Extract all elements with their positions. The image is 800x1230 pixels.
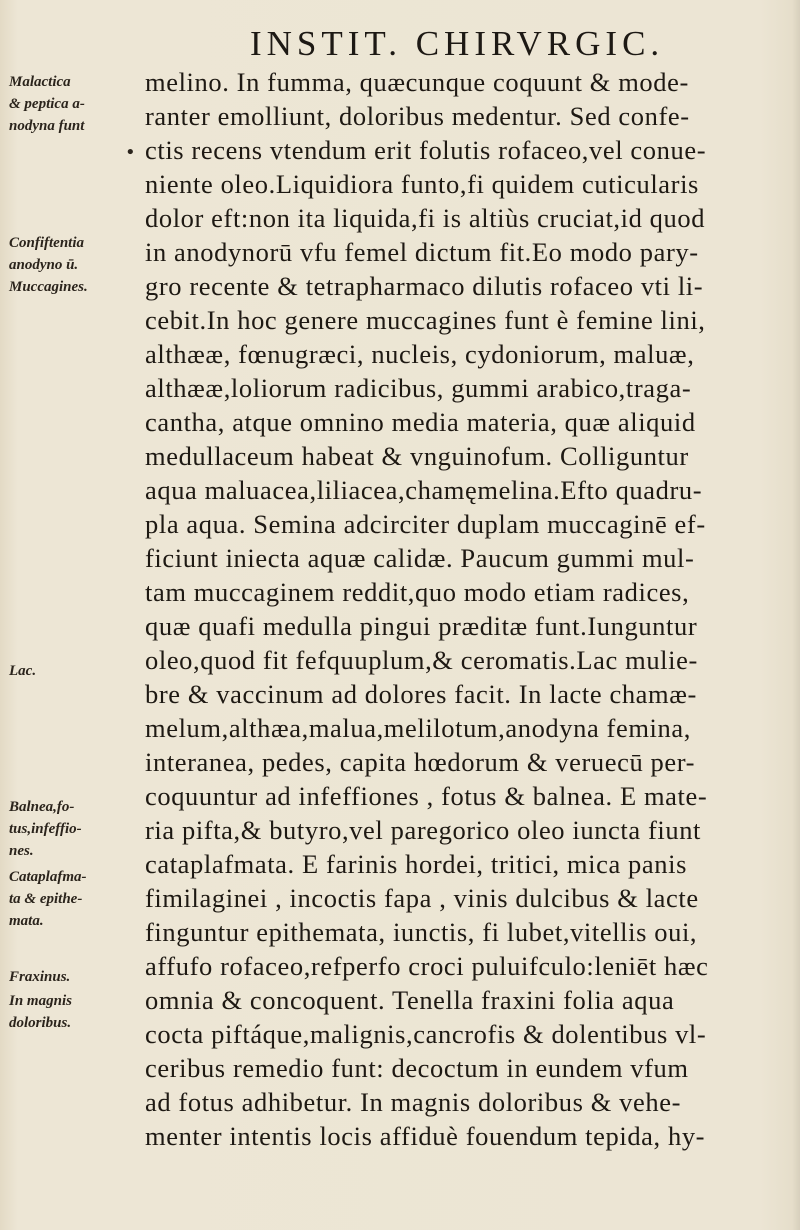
margin-note-line: Cataplafma- — [9, 869, 87, 885]
text-line: cebit.In hoc genere muccagines funt è femine lini, — [145, 305, 706, 335]
margin-note-line: Malactica — [9, 74, 71, 90]
text-line: ad fotus adhibetur. In magnis doloribus & vehe- — [145, 1087, 682, 1117]
text-line: althææ, fœnugræci, nucleis, cydoniorum, maluæ, — [145, 339, 695, 369]
text-line: interanea, pedes, capita hœdorum & veruecū per- — [145, 747, 696, 777]
margin-note-line: Balnea,fo- — [9, 799, 75, 815]
bullet-mark: • — [125, 142, 136, 163]
margin-note-cataplasmata — [9, 866, 137, 932]
text-line: coquuntur ad infeffiones , fotus & balnea. E mate- — [145, 781, 708, 811]
text-line: in anodynorū vfu femel dictum fit.Eo modo pary- — [145, 237, 699, 267]
text-line: bre & vaccinum ad dolores facit. In lacte chamæ- — [145, 679, 697, 709]
text-line: cataplafmata. E farinis hordei, tritici, mica panis — [145, 849, 687, 879]
text-line: dolor eft:non ita liquida,fi is altiùs cruciat,id quod — [145, 203, 706, 233]
margin-note-line: ta & epithe- — [9, 891, 83, 907]
text-line: finguntur epithemata, iunctis, fi lubet,vitellis oui, — [145, 917, 698, 947]
text-line: tam muccaginem reddit,quo modo etiam radices, — [145, 577, 690, 607]
margin-note-line: nodyna funt — [9, 118, 85, 134]
margin-note-line: Muccagines. — [9, 279, 88, 295]
text-line: cocta piftáque,malignis,cancrofis & dolentibus vl- — [145, 1019, 707, 1049]
margin-note-consistentia — [9, 232, 137, 298]
text-line: omnia & concoquent. Tenella fraxini folia aqua — [145, 985, 675, 1015]
text-line: niente oleo.Liquidiora funto,fi quidem cuticularis — [145, 169, 699, 199]
margin-note-line: & peptica a- — [9, 96, 85, 112]
text-line: ria pifta,& butyro,vel paregorico oleo iuncta fiunt — [145, 815, 702, 845]
text-line: cantha, atque omnino media materia, quæ aliquid — [145, 407, 696, 437]
text-line: medullaceum habeat & vnguinofum. Colliguntur — [145, 441, 689, 471]
body-text — [145, 65, 795, 1153]
margin-note-line: Confiftentia — [9, 235, 85, 251]
margin-note-lac — [9, 660, 137, 682]
page-edge-shadow — [792, 0, 800, 1230]
margin-note-line: In magnis — [9, 993, 72, 1009]
text-line: ranter emolliunt, doloribus medentur. Sed confe- — [145, 101, 690, 131]
margin-note-line: doloribus. — [9, 1015, 72, 1031]
margin-note-malactica — [9, 71, 137, 137]
text-line: melum,althæa,malua,melilotum,anodyna femina, — [145, 713, 691, 743]
running-head: INSTIT. CHIRVRGIC. — [250, 24, 665, 63]
margin-note-line: nes. — [9, 843, 34, 859]
text-line: gro recente & tetrapharmaco dilutis rofaceo vti li- — [145, 271, 704, 301]
text-line: fimilaginei , incoctis fapa , vinis dulcibus & lacte — [145, 883, 699, 913]
margin-note-line: Fraxinus. — [9, 969, 71, 985]
text-line: althææ,loliorum radicibus, gummi arabico,traga- — [145, 373, 692, 403]
margin-note-balnea — [9, 796, 137, 862]
text-line: ceribus remedio funt: decoctum in eundem vfum — [145, 1053, 689, 1083]
text-line: melino. In fumma, quæcunque coquunt & mode- — [145, 67, 689, 97]
text-line: quæ quafi medulla pingui præditæ funt.Iunguntur — [145, 611, 698, 641]
margin-note-magnis — [9, 990, 137, 1034]
text-line: affufo rofaceo,refperfo croci puluifculo:leniēt hæc — [145, 951, 709, 981]
text-line: aqua maluacea,liliacea,chamęmelina.Efto quadru- — [145, 475, 703, 505]
text-line: ficiunt iniecta aquæ calidæ. Paucum gummi mul- — [145, 543, 695, 573]
text-line: menter intentis locis affiduè fouendum tepida, hy- — [145, 1121, 706, 1151]
margin-note-line: mata. — [9, 913, 44, 929]
margin-note-line: tus,infeffio- — [9, 821, 82, 837]
margin-note-line: anodyno ū. — [9, 257, 79, 273]
text-line: oleo,quod fit fefquuplum,& ceromatis.Lac mulie- — [145, 645, 698, 675]
margin-note-fraxinus — [9, 966, 137, 988]
text-line: ctis recens vtendum erit folutis rofaceo,vel conue- — [145, 135, 707, 165]
text-line: pla aqua. Semina adcirciter duplam muccaginē ef- — [145, 509, 706, 539]
margin-note-line: Lac. — [9, 663, 37, 679]
